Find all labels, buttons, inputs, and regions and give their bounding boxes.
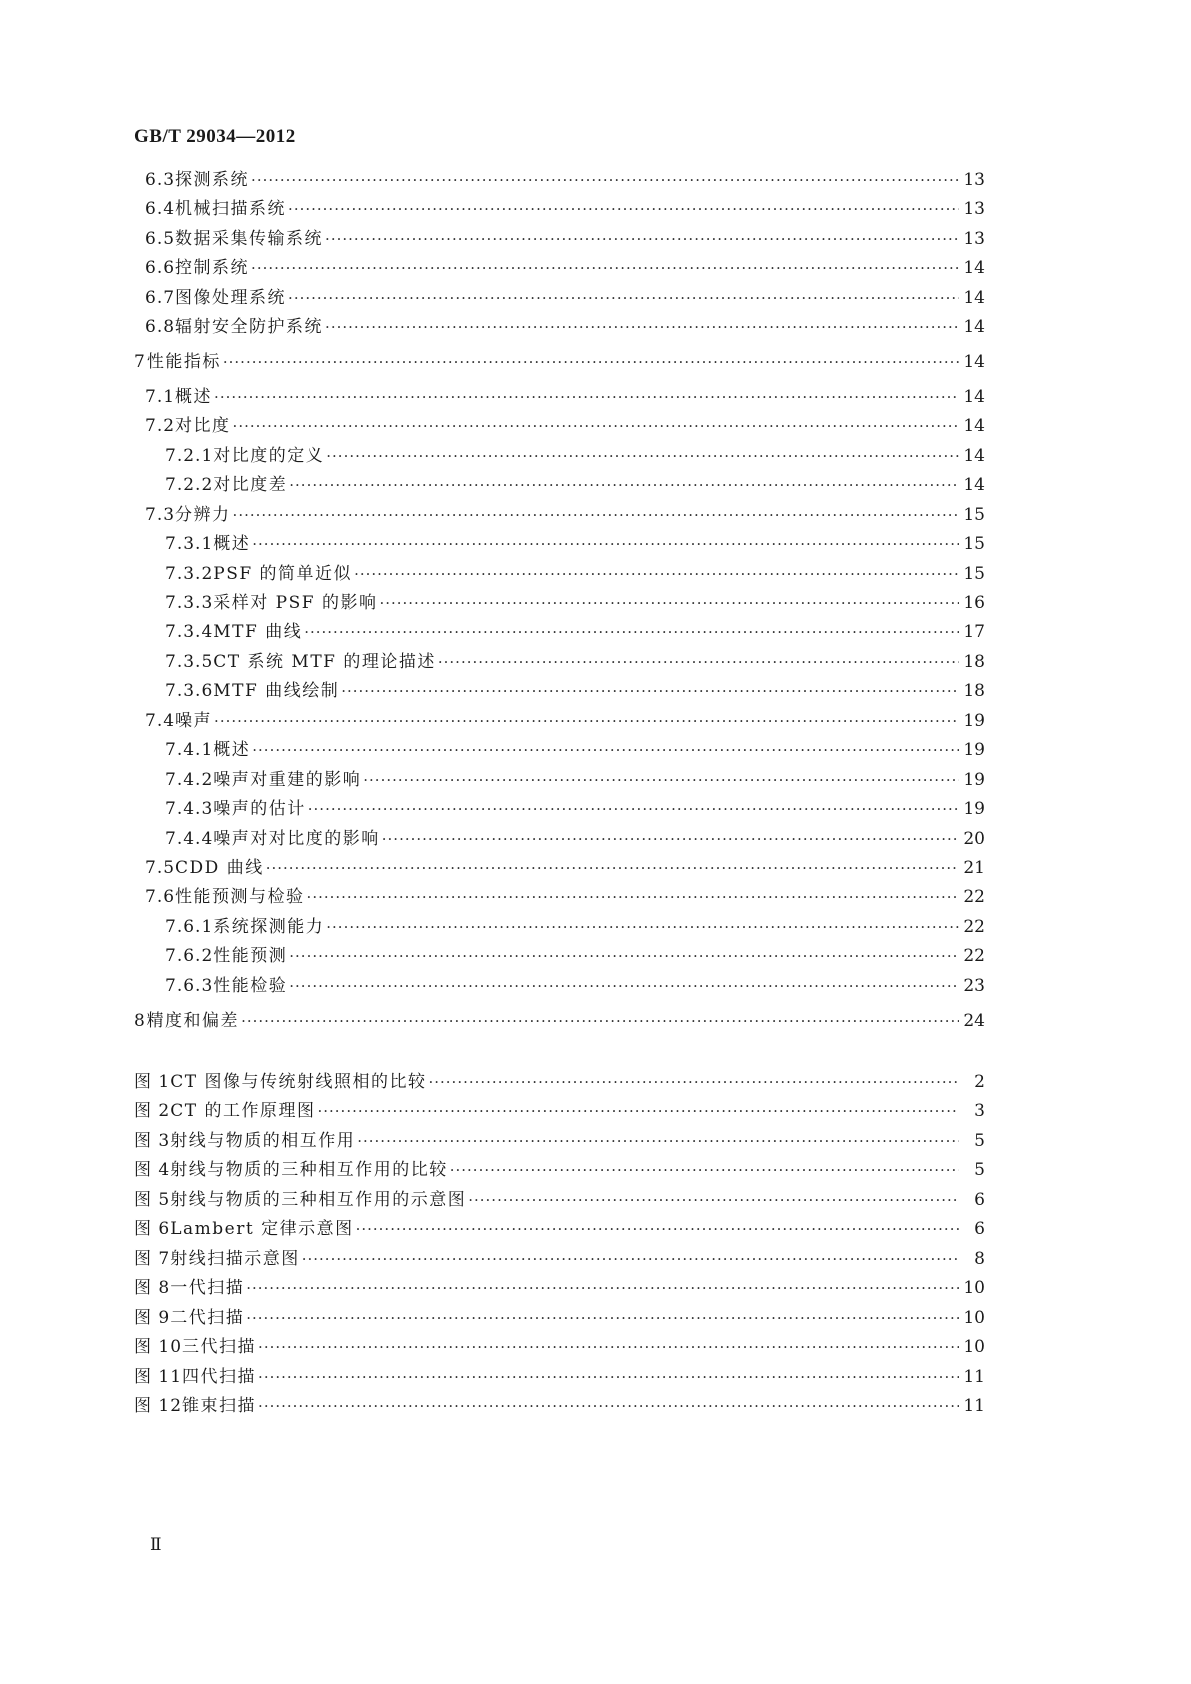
toc-entry-number: 6.5 [145,229,176,249]
toc-entry-page: 21 [963,858,985,878]
toc-entry-title: 采样对 PSF 的影响 [213,593,378,613]
toc-entry[interactable] [145,856,985,880]
toc-entry-number: 7.6.1 [165,917,214,937]
toc-entry[interactable] [145,503,985,527]
toc-chapter-entry[interactable] [134,350,985,374]
toc-entry-title: 对比度的定义 [213,446,325,466]
toc-entry[interactable] [145,315,985,339]
toc-entry-title: 探测系统 [175,170,250,190]
toc-entry-page: 22 [963,887,985,907]
dot-leader [326,915,959,939]
toc-entry[interactable] [165,562,985,586]
dot-leader [307,885,959,909]
dot-leader [379,591,959,615]
dot-leader [438,650,959,674]
dot-leader [317,1099,959,1123]
dot-leader [428,1070,959,1094]
toc-entry[interactable] [165,944,985,968]
toc-entry-page: 14 [963,288,985,308]
toc-entry-number: 7.3.4 [165,622,214,642]
toc-entry-number: 7.4.3 [165,799,214,819]
toc-entry-page: 14 [963,352,985,372]
document-code: GB/T 29034—2012 [134,126,296,147]
toc-entry-number: 7.3 [145,505,176,525]
toc-entry[interactable] [145,168,985,192]
toc-entry-number: 8 [134,1011,146,1031]
figure-entry-title: 一代扫描 [170,1278,245,1298]
toc-entry-number: 7.2.1 [165,446,214,466]
toc-entry-title: MTF 曲线 [213,622,303,642]
toc-entry-page: 14 [963,416,985,436]
figure-entry[interactable] [134,1158,985,1182]
figure-entry-number: 图 4 [134,1160,171,1180]
figure-entry[interactable] [134,1247,985,1271]
toc-entry-number: 7.4 [145,711,176,731]
figure-entry-title: 锥束扫描 [182,1396,257,1416]
figure-entry-page: 10 [963,1337,985,1357]
toc-entry-title: 概述 [213,534,251,554]
figure-entry-page: 11 [963,1396,985,1416]
dot-leader [258,1335,959,1359]
dot-leader [258,1394,959,1418]
figure-entry[interactable] [134,1394,985,1418]
dot-leader [233,503,959,527]
figure-entry[interactable] [134,1365,985,1389]
toc-entry-page: 19 [963,740,985,760]
toc-entry-title: 概述 [175,387,213,407]
toc-entry-title: 控制系统 [175,258,250,278]
toc-entry-page: 19 [963,799,985,819]
toc-entry-page: 14 [963,258,985,278]
toc-entry-number: 7.5 [145,858,176,878]
toc-entry-page: 14 [963,475,985,495]
figure-entry[interactable] [134,1099,985,1123]
toc-entry-title: 机械扫描系统 [175,199,287,219]
dot-leader [252,532,959,556]
toc-entry-title: 性能指标 [146,352,221,372]
toc-entry-title: 噪声的估计 [213,799,306,819]
figure-entry-number: 图 5 [134,1190,171,1210]
toc-entry[interactable] [165,768,985,792]
dot-leader [251,168,959,192]
toc-entry-number: 7.2.2 [165,475,214,495]
figure-entry-title: CT 图像与传统射线照相的比较 [170,1072,427,1092]
toc-entry-title: MTF 曲线绘制 [213,681,340,701]
toc-entry-title: 性能预测与检验 [175,887,305,907]
toc-entry-number: 7.2 [145,416,176,436]
page-number-footer: Ⅱ [150,1535,162,1554]
toc-entry[interactable] [165,679,985,703]
toc-entry[interactable] [145,286,985,310]
figure-entry-number: 图 2 [134,1101,171,1121]
toc-entry-page: 22 [963,946,985,966]
toc-entry[interactable] [165,974,985,998]
figure-entry-page: 2 [974,1072,985,1092]
dot-leader [289,473,959,497]
toc-entry-page: 15 [963,534,985,554]
dot-leader [214,385,959,409]
toc-entry[interactable] [165,532,985,556]
figure-entry[interactable] [134,1306,985,1330]
toc-entry[interactable] [165,915,985,939]
figure-entry[interactable] [134,1335,985,1359]
toc-entry[interactable] [165,738,985,762]
toc-entry[interactable] [165,620,985,644]
toc-entry-number: 7.4.4 [165,829,214,849]
dot-leader [289,974,959,998]
toc-entry[interactable] [165,473,985,497]
toc-entry-page: 13 [963,199,985,219]
toc-entry-title: 系统探测能力 [213,917,325,937]
toc-entry-number: 7.4.2 [165,770,214,790]
dot-leader [356,1217,959,1241]
dot-leader [266,856,959,880]
figure-entry-page: 5 [974,1131,985,1151]
toc-entry-number: 7.1 [145,387,176,407]
toc-entry-title: CDD 曲线 [175,858,264,878]
toc-entry-title: 图像处理系统 [175,288,287,308]
toc-entry-page: 22 [963,917,985,937]
toc-chapter-entry[interactable] [134,1009,985,1033]
dot-leader [233,414,959,438]
figure-entry[interactable] [134,1129,985,1153]
toc-entry-page: 20 [963,829,985,849]
toc-entry-page: 18 [963,652,985,672]
dot-leader [326,444,959,468]
toc-entry-title: 对比度差 [213,475,288,495]
dot-leader [258,1365,959,1389]
dot-leader [288,286,959,310]
dot-leader [341,679,959,703]
toc-entry-title: 对比度 [175,416,231,436]
dot-leader [251,256,959,280]
dot-leader [288,197,959,221]
toc-entry-number: 7.6 [145,887,176,907]
figure-entry[interactable] [134,1188,985,1212]
dot-leader [246,1306,959,1330]
toc-entry-title: 噪声 [175,711,213,731]
toc-entry-number: 7.6.3 [165,976,214,996]
figure-entry-number: 图 11 [134,1367,183,1387]
toc-entry-title: PSF 的简单近似 [213,564,353,584]
dot-leader [252,738,959,762]
toc-entry-page: 13 [963,170,985,190]
toc-entry-number: 7.6.2 [165,946,214,966]
toc-entry-page: 14 [963,317,985,337]
toc-entry[interactable] [165,591,985,615]
dot-leader [357,1129,959,1153]
toc-entry[interactable] [165,650,985,674]
toc-entry[interactable] [145,197,985,221]
toc-entry-number: 7.3.5 [165,652,214,672]
figure-entry-page: 10 [963,1308,985,1328]
toc-entry-page: 23 [963,976,985,996]
toc-entry-page: 13 [963,229,985,249]
dot-leader [302,1247,959,1271]
toc-entry-number: 6.6 [145,258,176,278]
dot-leader [223,350,959,374]
toc-entry-page: 15 [963,564,985,584]
figure-entry[interactable] [134,1217,985,1241]
dot-leader [363,768,959,792]
toc-entry-page: 15 [963,505,985,525]
dot-leader [308,797,959,821]
figure-entry-number: 图 3 [134,1131,171,1151]
dot-leader [382,827,959,851]
figure-entry-number: 图 8 [134,1278,171,1298]
figure-entry-number: 图 10 [134,1337,183,1357]
dot-leader [241,1009,959,1033]
figure-entry-title: CT 的工作原理图 [170,1101,316,1121]
toc-entry[interactable] [165,444,985,468]
figure-entry[interactable] [134,1276,985,1300]
toc-entry-title: 性能预测 [213,946,288,966]
figure-entry-number: 图 7 [134,1249,171,1269]
toc-entry-number: 7 [134,352,146,372]
figure-entry-title: 射线与物质的三种相互作用的示意图 [170,1190,467,1210]
dot-leader [246,1276,959,1300]
toc-entry-title: 精度和偏差 [146,1011,240,1031]
figure-entry-title: 射线扫描示意图 [170,1249,300,1269]
toc-entry-page: 17 [963,622,985,642]
figure-entry-page: 11 [963,1367,985,1387]
toc-entry[interactable] [145,227,985,251]
toc-entry-page: 24 [963,1011,985,1031]
toc-entry-title: 概述 [213,740,251,760]
figure-entry-title: 三代扫描 [182,1337,257,1357]
figure-entry-title: 射线与物质的三种相互作用的比较 [170,1160,448,1180]
toc-entry-number: 7.3.3 [165,593,214,613]
toc-entry[interactable] [145,885,985,909]
figure-entry-title: Lambert 定律示意图 [170,1219,354,1239]
figure-entry-page: 6 [974,1219,985,1239]
toc-entry-page: 19 [963,711,985,731]
figure-entry-page: 5 [974,1160,985,1180]
figure-entry-page: 6 [974,1190,985,1210]
dot-leader [214,709,959,733]
dot-leader [354,562,959,586]
dot-leader [450,1158,959,1182]
figure-entry-number: 图 1 [134,1072,171,1092]
dot-leader [325,227,959,251]
toc-entry[interactable] [165,797,985,821]
toc-entry[interactable] [145,414,985,438]
toc-entry-title: 数据采集传输系统 [175,229,324,249]
toc-entry-number: 7.3.1 [165,534,214,554]
toc-entry-number: 7.4.1 [165,740,214,760]
dot-leader [468,1188,959,1212]
dot-leader [325,315,959,339]
figure-entry[interactable] [134,1070,985,1094]
figure-entry-title: 二代扫描 [170,1308,245,1328]
toc-entry[interactable] [145,256,985,280]
toc-entry-title: 性能检验 [213,976,288,996]
figure-entry-page: 8 [974,1249,985,1269]
figure-entry-number: 图 6 [134,1219,171,1239]
toc-entry-number: 6.3 [145,170,176,190]
dot-leader [304,620,959,644]
figure-entry-number: 图 12 [134,1396,183,1416]
toc-entry-title: 辐射安全防护系统 [175,317,324,337]
toc-entry-page: 18 [963,681,985,701]
toc-entry-number: 7.3.6 [165,681,214,701]
toc-entry-number: 6.8 [145,317,176,337]
toc-entry-page: 16 [963,593,985,613]
toc-entry-page: 19 [963,770,985,790]
toc-entry-number: 6.7 [145,288,176,308]
figure-entry-title: 四代扫描 [182,1367,257,1387]
toc-entry-page: 14 [963,446,985,466]
toc-entry-number: 6.4 [145,199,176,219]
toc-entry[interactable] [165,827,985,851]
toc-entry-title: CT 系统 MTF 的理论描述 [213,652,436,672]
toc-entry-title: 噪声对对比度的影响 [213,829,380,849]
dot-leader [289,944,959,968]
toc-entry-number: 7.3.2 [165,564,214,584]
figure-entry-number: 图 9 [134,1308,171,1328]
figure-entry-page: 3 [974,1101,985,1121]
figure-entry-page: 10 [963,1278,985,1298]
figure-entry-title: 射线与物质的相互作用 [170,1131,356,1151]
toc-entry-title: 分辨力 [175,505,231,525]
toc-entry[interactable] [145,385,985,409]
toc-entry-page: 14 [963,387,985,407]
toc-entry-title: 噪声对重建的影响 [213,770,362,790]
toc-entry[interactable] [145,709,985,733]
